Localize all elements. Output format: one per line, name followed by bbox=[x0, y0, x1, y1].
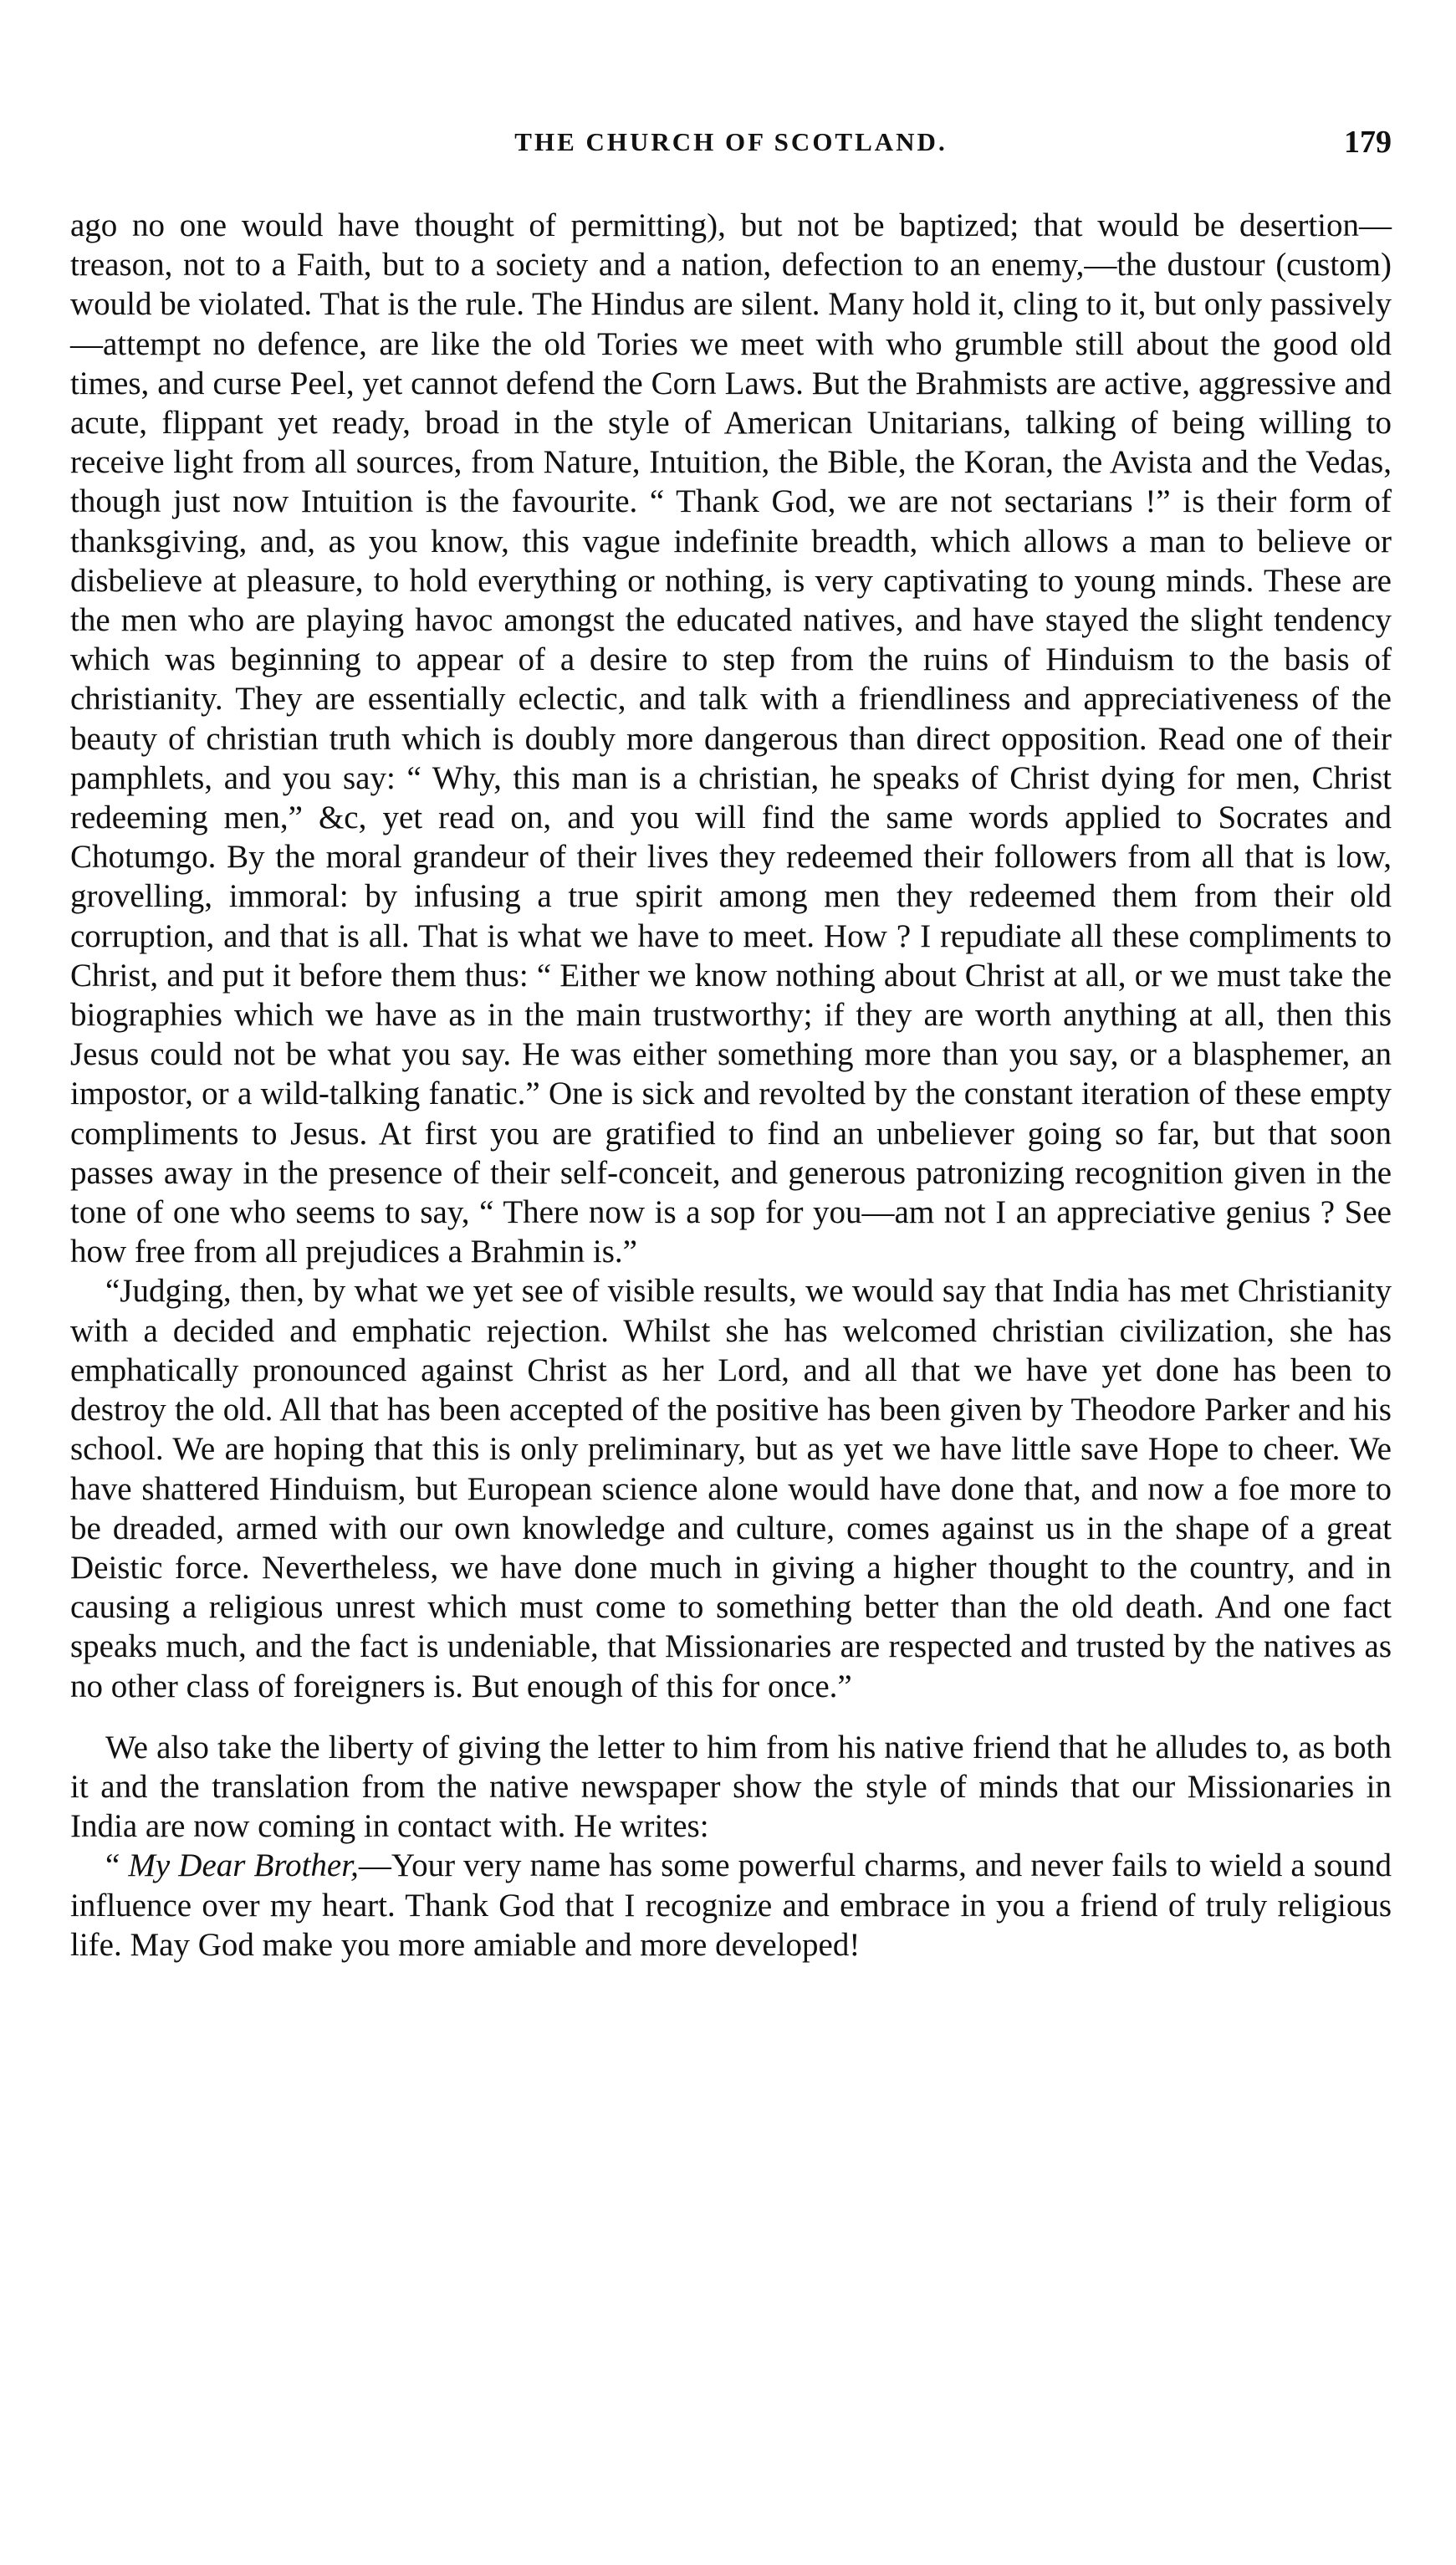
running-head bbox=[70, 127, 1392, 169]
letter-text: —Your very name has some powerful charms, and never fails to wield a sound influence over my heart. Thank God that I recognize and embrace in you a friend of truly religious life. May God make you more amiable and more developed! bbox=[70, 1847, 1392, 1963]
paragraph-quoted-conclusion: “Judging, then, by what we yet see of visible results, we would say that India has met Christianity with a decided and emphatic rejection. Whilst she has welcomed christian civilization, she has emphatically pronounced against Christ as her Lord, and all that we have yet done has been to destroy the old. All that has been accepted of the positive has been given by Theodore Parker and his school. We are hoping that this is only preliminary, but as yet we have little save Hope to cheer. We have shattered Hinduism, but European science alone would have done that, and now a foe more to be dreaded, armed with our own knowledge and culture, comes against us in the shape of a great Deistic force. Nevertheless, we have done much in giving a higher thought to the country, and in causing a religious unrest which must come to something better than the old death. And one fact speaks much, and the fact is undeniable, that Missionaries are respected and trusted by the natives as no other class of foreigners is. But enough of this for once.” bbox=[70, 1273, 1392, 1704]
letter-salutation: My Dear Brother, bbox=[128, 1847, 359, 1884]
body-text bbox=[70, 206, 1392, 1965]
paragraph-continuation: ago no one would have thought of permitting), but not be baptized; that would be desertion—treason, not to a Faith, but to a society and a nation, defection to an enemy,—the dustour (custom) would be violated. That is the rule. The Hindus are silent. Many hold it, cling to it, but only passively—attempt no defence, are like the old Tories we meet with who grumble still about the good old times, and curse Peel, yet cannot defend the Corn Laws. But the Brahmists are active, aggressive and acute, flippant yet ready, broad in the style of American Unitarians, talking of being willing to receive light from all sources, from Nature, Intuition, the Bible, the Koran, the Avista and the Vedas, though just now Intuition is the favourite. “ Thank God, we are not sectarians !” is their form of thanksgiving, and, as you know, this vague indefinite breadth, which allows a man to believe or disbelieve at pleasure, to hold everything or nothing, is very captivating to young minds. These are the men who are playing havoc amongst the educated natives, and have stayed the slight tendency which was beginning to appear of a desire to step from the ruins of Hinduism to the basis of christianity. They are essentially eclectic, and talk with a friendliness and appreciativeness of the beauty of christian truth which is doubly more dangerous than direct opposition. Read one of their pamphlets, and you say: “ Why, this man is a christian, he speaks of Christ dying for men, Christ redeeming men,” &c, yet read on, and you will find the same words applied to Socrates and Chotumgo. By the moral grandeur of their lives they redeemed their followers from all that is low, grovelling, immoral: by infusing a true spirit among men they redeemed them from their old corruption, and that is all. That is what we have to meet. How ? I repudiate all these compliments to Christ, and put it before them thus: “ Either we know nothing about Christ at all, or we must take the biographies which we have as in the main trustworthy; if they are worth anything at all, then this Jesus could not be what you say. He was either something more than you say, or a blasphemer, an impostor, or a wild-talking fanatic.” One is sick and revolted by the constant iteration of these empty compliments to Jesus. At first you are gratified to find an unbeliever going so far, but that soon passes away in the presence of their self-conceit, and generous patronizing recognition given in the tone of one who seems to say, “ There now is a sop for you—am not I an appreciative genius ? See how free from all prejudices a Brahmin is.” bbox=[70, 207, 1392, 1270]
page-number: 179 bbox=[1344, 125, 1392, 160]
running-title: THE CHURCH OF SCOTLAND. bbox=[514, 127, 948, 156]
paragraph-letter-intro: We also take the liberty of giving the letter to him from his native friend that he alludes to, as both it and the translation from the native newspaper show the style of minds that our Missionaries in India are now coming in contact with. He writes: bbox=[70, 1729, 1392, 1845]
letter-paragraph bbox=[70, 1846, 1392, 1965]
letter-open-quote: “ bbox=[105, 1847, 129, 1884]
